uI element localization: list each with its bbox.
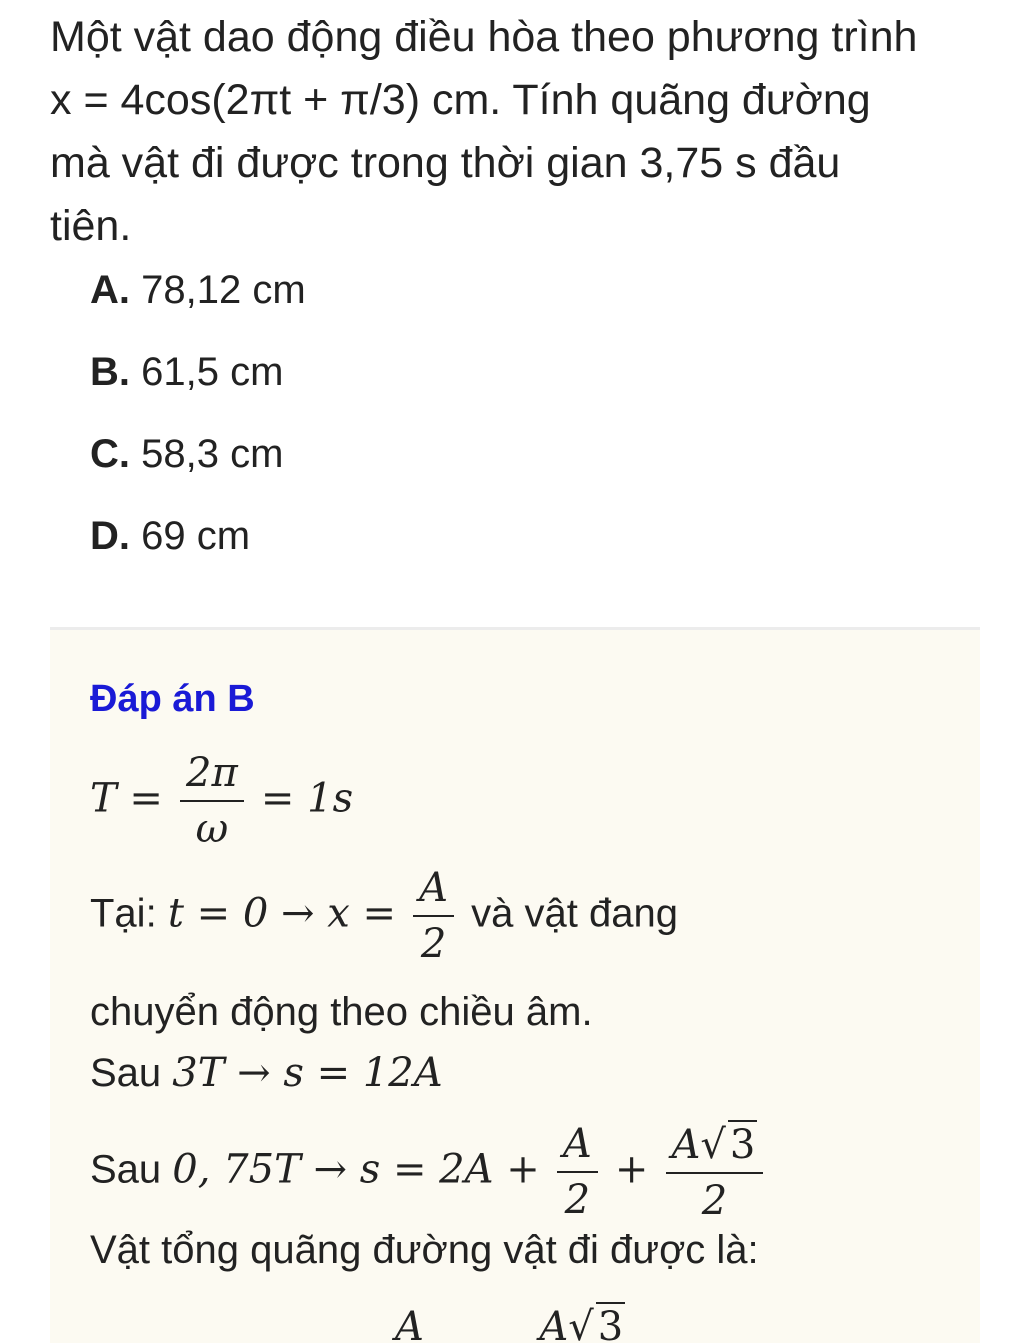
after-075t-fraction-2 bbox=[666, 1120, 764, 1224]
period-rhs: = 1s bbox=[260, 775, 354, 822]
initial-prefix: Tại: bbox=[90, 891, 157, 936]
after-3t-line bbox=[90, 1050, 443, 1096]
initial-expr: t = 0 → x = bbox=[167, 890, 397, 937]
option-text: 61,5 cm bbox=[141, 350, 284, 394]
initial-condition bbox=[90, 865, 678, 967]
after-075t-expr: 0, 75T → s = 2A + bbox=[172, 1146, 540, 1193]
initial-denominator: 2 bbox=[420, 921, 447, 967]
after-075t-fraction-1 bbox=[557, 1121, 598, 1223]
total-distance-label: Vật tổng quãng đường vật đi được là: bbox=[90, 1228, 759, 1272]
partial-a-2: A bbox=[539, 1304, 569, 1343]
option-d[interactable] bbox=[90, 506, 306, 588]
option-letter: C. bbox=[90, 432, 130, 476]
options-list bbox=[90, 260, 306, 588]
option-c[interactable] bbox=[90, 424, 306, 506]
sqrt-symbol: √ bbox=[700, 1122, 726, 1168]
after-075t-plus: + bbox=[614, 1146, 649, 1193]
option-a[interactable] bbox=[90, 260, 306, 342]
fraction-2-a: A bbox=[671, 1122, 701, 1168]
after-075t-prefix: Sau bbox=[90, 1147, 162, 1192]
initial-continuation: chuyển động theo chiều âm. bbox=[90, 990, 593, 1034]
option-letter: A. bbox=[90, 268, 130, 312]
after-3t-expr: 3T → s = 12A bbox=[172, 1050, 443, 1096]
partial-next-formula bbox=[395, 1302, 625, 1343]
question-text bbox=[50, 6, 980, 258]
question-line-2: x = 4cos(2πt + π/3) cm. Tính quãng đường bbox=[50, 76, 871, 124]
period-numerator: 2π bbox=[180, 750, 244, 802]
question-line-4: tiên. bbox=[50, 202, 132, 250]
period-formula bbox=[90, 750, 353, 852]
question-line-1: Một vật dao động điều hòa theo phương trình bbox=[50, 13, 918, 61]
fraction-2-numerator bbox=[666, 1120, 764, 1174]
partial-a-1: A bbox=[395, 1304, 424, 1343]
fraction-1-numerator: A bbox=[557, 1121, 598, 1173]
fraction-2-radicand: 3 bbox=[729, 1122, 756, 1168]
fraction-2-denominator: 2 bbox=[701, 1178, 728, 1224]
partial-sqrt-symbol: √ bbox=[568, 1304, 594, 1343]
after-075t-line bbox=[90, 1120, 769, 1224]
after-3t-prefix: Sau bbox=[90, 1051, 162, 1095]
initial-numerator: A bbox=[413, 865, 454, 917]
option-text: 69 cm bbox=[141, 514, 251, 558]
option-letter: D. bbox=[90, 514, 130, 558]
period-fraction bbox=[180, 750, 244, 852]
option-letter: B. bbox=[90, 350, 130, 394]
initial-fraction bbox=[413, 865, 454, 967]
answer-explanation-box bbox=[50, 627, 980, 1343]
answer-title: Đáp án B bbox=[90, 678, 255, 720]
initial-suffix: và vật đang bbox=[471, 891, 678, 936]
option-b[interactable] bbox=[90, 342, 306, 424]
fraction-1-denominator: 2 bbox=[564, 1177, 591, 1223]
partial-radicand: 3 bbox=[596, 1302, 625, 1343]
question-line-3: mà vật đi được trong thời gian 3,75 s đầu bbox=[50, 139, 841, 187]
option-text: 58,3 cm bbox=[141, 432, 284, 476]
period-lhs: T = bbox=[90, 775, 163, 822]
option-text: 78,12 cm bbox=[141, 268, 306, 312]
period-denominator: ω bbox=[195, 806, 229, 852]
